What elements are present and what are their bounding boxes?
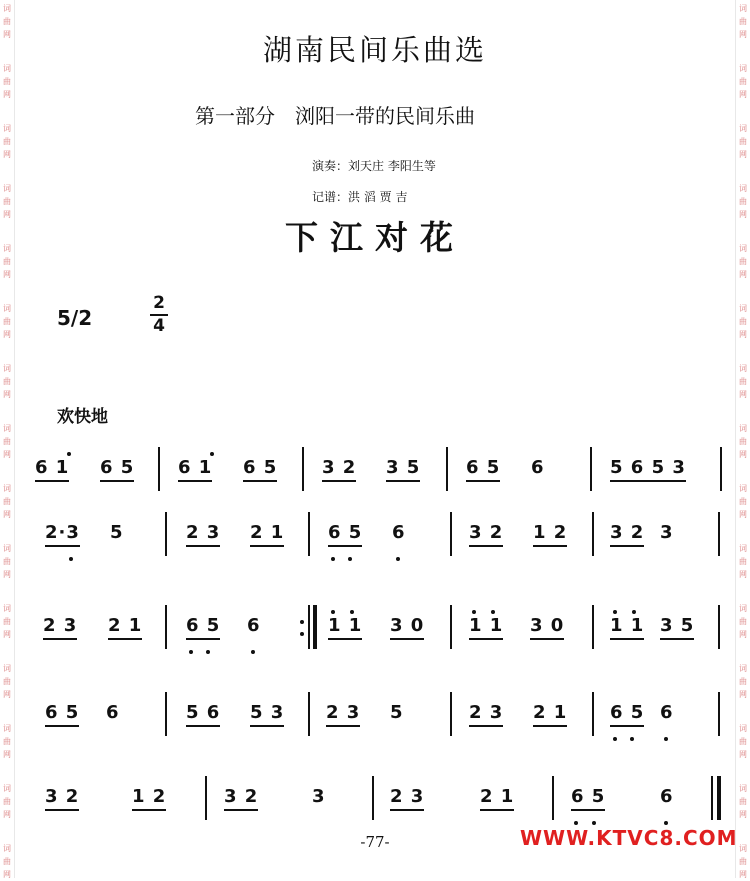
note-group: 6: [247, 615, 261, 636]
side-watermark-glyph: 词 曲 网: [739, 724, 747, 759]
low-octave-dot: [69, 557, 73, 561]
note-group: 6 1: [35, 457, 69, 482]
note-group: 3 2: [610, 522, 644, 547]
bar-line: [450, 605, 452, 649]
note-group: 2 1: [108, 615, 142, 640]
side-watermark-glyph: 词 曲 网: [739, 484, 747, 519]
tuning-mark: 5/2: [57, 306, 93, 330]
note-group: 6: [106, 702, 120, 723]
bar-line: [552, 776, 554, 820]
side-watermark-glyph: 词 曲 网: [3, 424, 11, 459]
note-group: 5: [110, 522, 124, 543]
page-number: -77-: [360, 833, 390, 851]
final-bar-thick: [717, 776, 721, 820]
note-group: 6 5: [571, 786, 605, 811]
note-group: 5 6 5 3: [610, 457, 686, 482]
time-signature: [150, 294, 168, 336]
side-watermark-glyph: 词 曲 网: [739, 364, 747, 399]
part-heading: 第一部分 浏阳一带的民间乐曲: [195, 104, 475, 128]
high-octave-dot: [67, 452, 71, 456]
low-octave-dot: [664, 821, 668, 825]
note-group: 3 2: [322, 457, 356, 482]
side-watermark-glyph: 词 曲 网: [739, 64, 747, 99]
low-octave-dot: [574, 821, 578, 825]
note-group: 6: [660, 702, 674, 723]
score-row-1: [0, 447, 750, 503]
side-watermark-glyph: 词 曲 网: [3, 784, 11, 819]
note-group: 6 5: [100, 457, 134, 482]
bar-line: [718, 512, 720, 556]
high-octave-dot: [210, 452, 214, 456]
bar-line: [720, 447, 722, 491]
low-octave-dot: [613, 737, 617, 741]
repeat-dot: [300, 632, 304, 636]
score-row-4: [0, 692, 750, 748]
note-group: 6 1: [178, 457, 212, 482]
note-group: 1 1: [328, 615, 362, 640]
note-group: 6: [392, 522, 406, 543]
note-group: 3 0: [390, 615, 424, 640]
bar-line: [158, 447, 160, 491]
note-group: 5 3: [250, 702, 284, 727]
high-octave-dot: [491, 610, 495, 614]
site-watermark: WWW.KTVC8.COM: [520, 826, 738, 850]
bar-line: [165, 605, 167, 649]
bar-line: [592, 512, 594, 556]
note-group: 1 1: [469, 615, 503, 640]
note-group: 5: [390, 702, 404, 723]
low-octave-dot: [630, 737, 634, 741]
note-group: 6 5: [610, 702, 644, 727]
note-group: 3: [312, 786, 326, 807]
bar-line: [205, 776, 207, 820]
bar-line: [302, 447, 304, 491]
note-group: 6 5: [466, 457, 500, 482]
bar-line: [718, 692, 720, 736]
note-group: 1 2: [533, 522, 567, 547]
repeat-dot: [300, 620, 304, 624]
note-group: 3: [660, 522, 674, 543]
note-group: 6 5: [328, 522, 362, 547]
bar-line: [450, 692, 452, 736]
song-title: 下江对花: [285, 218, 465, 257]
bar-line: [718, 605, 720, 649]
note-group: 3 2: [45, 786, 79, 811]
note-group: 1 1: [610, 615, 644, 640]
bar-line: [165, 692, 167, 736]
side-watermark-glyph: 词 曲 网: [3, 4, 11, 39]
side-watermark-glyph: 词 曲 网: [3, 244, 11, 279]
high-octave-dot: [472, 610, 476, 614]
side-watermark-glyph: 词 曲 网: [3, 124, 11, 159]
note-group: 2 1: [533, 702, 567, 727]
repeat-bar-thick: [313, 605, 317, 649]
bar-line: [372, 776, 374, 820]
performer-credit: 演奏：刘天庄 李阳生等: [312, 159, 436, 173]
note-group: 2 3: [326, 702, 360, 727]
high-octave-dot: [613, 610, 617, 614]
score-row-2: [0, 512, 750, 568]
bar-line: [165, 512, 167, 556]
note-group: 5 6: [186, 702, 220, 727]
side-watermark-glyph: 词 曲 网: [3, 544, 11, 579]
note-group: 6: [531, 457, 545, 478]
bar-line: [592, 692, 594, 736]
side-watermark-glyph: 词 曲 网: [739, 424, 747, 459]
side-watermark-glyph: 词 曲 网: [3, 844, 11, 879]
bar-line: [590, 447, 592, 491]
low-octave-dot: [206, 650, 210, 654]
bar-line: [592, 605, 594, 649]
note-group: 2 1: [480, 786, 514, 811]
side-watermark-glyph: 词 曲 网: [3, 64, 11, 99]
note-group: 3 5: [660, 615, 694, 640]
note-group: 3 2: [469, 522, 503, 547]
side-watermark-glyph: 词 曲 网: [3, 364, 11, 399]
side-watermark-glyph: 词 曲 网: [739, 604, 747, 639]
repeat-bar-thin: [308, 605, 310, 649]
side-watermark-glyph: 词 曲 网: [3, 184, 11, 219]
note-group: 2 3: [469, 702, 503, 727]
high-octave-dot: [350, 610, 354, 614]
note-group: 2 3: [390, 786, 424, 811]
bar-line: [308, 512, 310, 556]
side-watermark-glyph: 词 曲 网: [739, 244, 747, 279]
bar-line: [308, 692, 310, 736]
note-group: 2·3: [45, 522, 80, 547]
note-group: 6 5: [45, 702, 79, 727]
side-watermark-glyph: 词 曲 网: [739, 124, 747, 159]
time-signature-bottom: 4: [153, 316, 165, 336]
side-watermark-glyph: 词 曲 网: [739, 184, 747, 219]
note-group: 3 0: [530, 615, 564, 640]
side-watermark-glyph: 词 曲 网: [739, 544, 747, 579]
note-group: 6 5: [186, 615, 220, 640]
tempo-marking: 欢快地: [57, 407, 108, 427]
side-watermark-glyph: 词 曲 网: [3, 604, 11, 639]
note-group: 3 5: [386, 457, 420, 482]
side-watermark-glyph: 词 曲 网: [739, 4, 747, 39]
score-row-5: [0, 776, 750, 832]
side-watermark-glyph: 词 曲 网: [739, 304, 747, 339]
side-watermark-glyph: 词 曲 网: [3, 664, 11, 699]
side-watermark-glyph: 词 曲 网: [739, 664, 747, 699]
transcriber-credit: 记谱：洪 滔 贾 吉: [312, 190, 408, 204]
bar-line: [446, 447, 448, 491]
score-row-3: [0, 605, 750, 661]
note-group: 6: [660, 786, 674, 807]
note-group: 2 1: [250, 522, 284, 547]
time-signature-top: 2: [153, 293, 165, 313]
side-watermark-glyph: 词 曲 网: [3, 484, 11, 519]
low-octave-dot: [592, 821, 596, 825]
high-octave-dot: [632, 610, 636, 614]
side-watermark-glyph: 词 曲 网: [739, 784, 747, 819]
side-watermark-glyph: 词 曲 网: [739, 844, 747, 879]
low-octave-dot: [251, 650, 255, 654]
side-watermark-glyph: 词 曲 网: [3, 304, 11, 339]
collection-title: 湖南民间乐曲选: [262, 33, 487, 67]
low-octave-dot: [189, 650, 193, 654]
note-group: 1 2: [132, 786, 166, 811]
note-group: 2 3: [186, 522, 220, 547]
low-octave-dot: [348, 557, 352, 561]
low-octave-dot: [396, 557, 400, 561]
low-octave-dot: [331, 557, 335, 561]
side-watermark-glyph: 词 曲 网: [3, 724, 11, 759]
bar-line: [450, 512, 452, 556]
final-bar-thin: [711, 776, 713, 820]
note-group: 2 3: [43, 615, 77, 640]
note-group: 6 5: [243, 457, 277, 482]
high-octave-dot: [331, 610, 335, 614]
low-octave-dot: [664, 737, 668, 741]
note-group: 3 2: [224, 786, 258, 811]
